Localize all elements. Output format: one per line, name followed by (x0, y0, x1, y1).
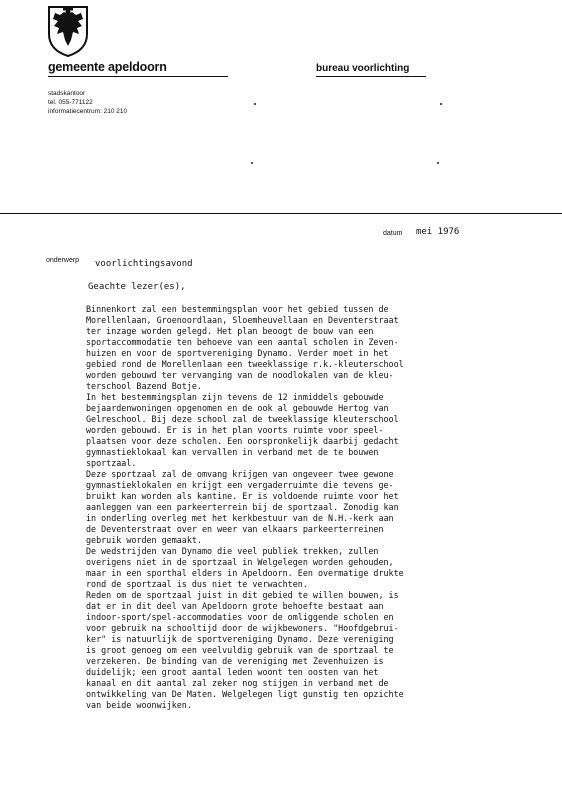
department-underline (316, 76, 426, 77)
letter-line: is groot genoeg om een veelvuldig gebruik van de sportzaal te (86, 645, 394, 655)
letter-line: gebied rond de Morellenlaan een tweeklassige r.k.-kleuterschool (86, 359, 404, 369)
letter-line: Morellenlaan, Groenoordlaan, Sloemheuvellaan en Deventerstraat (86, 315, 399, 325)
subject-label: onderwerp (46, 257, 80, 264)
letter-line: de Deventerstraat over en weer van elkaars parkeerterreinen (86, 524, 384, 534)
letter-line: plaatsen voor deze scholen. Een oorspronkelijk daarbij gedacht (86, 436, 399, 446)
date-value: mei 1976 (416, 227, 460, 237)
fold-mark (437, 162, 439, 164)
letter-line: ter inzage worden gelegd. Het plan beoogt de bouw van een (86, 326, 374, 336)
date-label: datum (383, 230, 403, 237)
letter-line: huizen en voor de sportvereniging Dynamo. Verder moet in het (86, 348, 389, 358)
fold-mark (254, 103, 256, 105)
letter-line: in onderling overleg met het kerkbestuur van de N.H.-kerk aan (86, 513, 394, 523)
letter-line: gebruik worden gemaakt. (86, 535, 202, 545)
letter-line: Binnenkort zal een bestemmingsplan voor het gebied tussen de (86, 304, 389, 314)
letter-line: gymnastieklokalen en krijgt een vergaderruimte die tevens ge- (86, 480, 394, 490)
contact-office: stadskantoor (48, 90, 86, 97)
letter-line: duidelijk; een groot aantal leden woont ten oosten van het (86, 667, 379, 677)
letter-line: van beide woonwijken. (86, 700, 192, 710)
letter-line: dat er in dit deel van Apeldoorn grote behoefte bestaat aan (86, 601, 384, 611)
organization-underline (48, 76, 228, 77)
coat-of-arms-icon (46, 4, 90, 58)
subject-value: voorlichtingsavond (95, 259, 193, 269)
letter-line: ker" is natuurlijk de sportvereniging Dynamo. Deze vereniging (86, 634, 394, 644)
letter-line: Reden om de sportzaal juist in dit gebied te willen bouwen, is (86, 590, 399, 600)
letter-line: Deze sportzaal zal de omvang krijgen van ongeveer twee gewone (86, 469, 394, 479)
fold-mark (251, 162, 253, 164)
letter-line: sportaccommodatie ten behoeve van een aantal scholen in Zeven- (86, 337, 399, 347)
letter-line: kanaal en dit aantal zal zeker nog stijgen in verband met de (86, 678, 389, 688)
letter-line: sportzaal. (86, 458, 137, 468)
letter-line: rond de sportzaal is dus niet te verwachten. (86, 579, 308, 589)
letter-line: overigens niet in de sportzaal in Welgelegen worden gehouden, (86, 557, 394, 567)
letter-line: worden gebouwd ter vervanging van de noodlokalen van de kleu- (86, 370, 394, 380)
letter-line: aanleggen van een parkeerterrein bij de sportzaal. Zonodig kan (86, 502, 399, 512)
letter-line: indoor-sport/spel-accommodaties voor de omliggende scholen en (86, 612, 394, 622)
letter-line: gymnastieklokaal kan vervallen in verband met de te bouwen (86, 447, 379, 457)
organization-name: gemeente apeldoorn (48, 60, 167, 74)
letter-line: verzekeren. De binding van de vereniging met Zevenhuizen is (86, 656, 384, 666)
header-separator (0, 213, 562, 214)
letter-line: bejaardenwoningen opgenomen en de ook al gebouwde Hertog van (86, 403, 389, 413)
letter-line: maar in een sporthal elders in Apeldoorn. Een overmatige drukte (86, 568, 404, 578)
letter-line: ontwikkeling van De Maten. Welgelegen ligt gunstig ten opzichte (86, 689, 404, 699)
fold-mark (440, 103, 442, 105)
letter-line: terschool Bazend Botje. (86, 381, 202, 391)
contact-phone: tel. 055-771122 (48, 99, 93, 106)
salutation: Geachte lezer(es), (88, 282, 186, 292)
contact-infocenter: informatiecentrum: 210 210 (48, 108, 128, 115)
letter-line: bruikt kan worden als kantine. Er is voldoende ruimte voor het (86, 491, 399, 501)
letter-line: worden gebouwd. Er is in het plan voorts ruimte voor speel- (86, 425, 384, 435)
letter-body (86, 304, 556, 711)
letter-line: De wedstrijden van Dynamo die veel publiek trekken, zullen (86, 546, 379, 556)
letter-line: In het bestemmingsplan zijn tevens de 12 inmiddels gebouwde (86, 392, 384, 402)
department-name: bureau voorlichting (316, 63, 410, 74)
letter-line: Gelreschool. Bij deze school zal de tweeklassige kleuterschool (86, 414, 399, 424)
letter-line: voor gebruik na schooltijd door de wijkbewoners. "Hoofdgebrui- (86, 623, 399, 633)
